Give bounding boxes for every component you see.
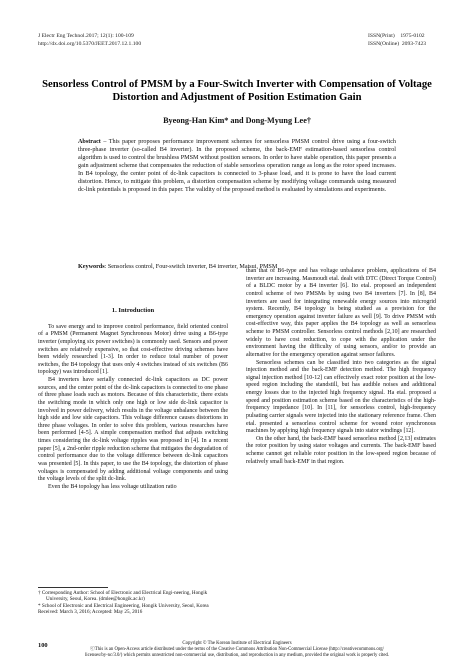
license-line: ⓒThis is an Open-Access article distributed under the terms of the Creative Commons Attribution Non-Commercial License (http://creativecommons.org/: [90, 647, 384, 652]
abstract-text: – This paper proposes performance improvement schemes for sensorless PMSM control drive using a four-switch three-phase inverter (so-called B4 inverter). In the proposed scheme, the back-EMF estimation-based sensorless control algorithm is used to control the brushless PMSM without position sensors. In order to have stable operation, this paper presents a gain adjustment scheme that compensates the reduction of stable sensorless operation range as long as the rotor speed increases. In B4 topology, the center point of dc-link capacitors is connected to 3-phase load, and it is prone to have the load current distortion. Hence, to mitigate this problem, a distortion compensation scheme by modifying voltage commands using measured dc-link potentials is proposed in this paper. The validity of the proposed method is evaluated by simulations and experiments.: [78, 139, 396, 194]
open-access-icon: ⓒ: [90, 647, 95, 652]
issn-online: ISSN(Online) 2093-7423: [368, 40, 427, 47]
footnote-corresponding-author: † Corresponding Author: School of Electronic and Electrical Engi-neering, Hongik University, Seoul, Korea. (dmlee@hongik.ac.kr): [38, 590, 208, 603]
doi-link[interactable]: http://dx.doi.org/10.5370/JEET.2017.12.1.100: [38, 40, 142, 47]
body-column-right: [246, 268, 436, 466]
running-header-left: [38, 33, 141, 48]
footnote-divider: [38, 587, 108, 588]
author-list: Byeong-Han Kim* and Dong-Myung Lee†: [163, 116, 311, 125]
body-paragraph: B4 inverters have serially connected dc-link capacitors as DC power sources, and the center point of the dc-link capacitors is connected to one phase of three phase loads such as motors. Because of this characteristic, there exists the switching mode in which only one high or low side dc-link capacitor is involved in power delivery, which results in the voltage unbalance between the high side and low side capacitors. This voltage difference causes distortions in three phase voltages. In order to solve this problem, various researches have been performed [4-5]. A simple compensation method that adjusts switching times considering the dc-link voltage ripples was proposed in [4]. In a recent paper [5], a 2nd-order ripple reduction scheme that mitigates the degradation of control performance due to the voltage difference between dc-link capacitors was presented [5]. In this paper, to use the B4 topology, the distortion of phase voltages is compensated by adding additional voltage components and using the voltage levels of the split dc-link.: [38, 377, 228, 483]
copyright-line: Copyright © The Korean Institute of Electrical Engineers: [182, 641, 292, 646]
abstract-label: Abstract: [78, 139, 101, 145]
received-accepted-dates: Received: March 3, 2016; Accepted: May 25, 2016: [38, 609, 143, 616]
page-number: 100: [38, 642, 48, 649]
issn-print: ISSN(Print) 1975-0102: [368, 33, 425, 39]
paper-title: Sensorless Control of PMSM by a Four-Switch Inverter with Compensation of Voltage Distortion and Adjustment of Position Estimation Gain: [42, 79, 432, 103]
copyright-notice: [40, 641, 434, 659]
footnotes: [38, 590, 228, 616]
body-paragraph: than that of B6-type and has voltage unbalance problem, applications of B4 inverter are increasing. Masmoudi etal. dealt with DTC (Direct Torque Control) of a BLDC motor by a B4 inverter [6]. Ito etal. proposed an independent control scheme of two PMSMs by using two B4 inverters [7]. In [8], B4 inverters are used for integrating renewable energy sources into microgrid system. Recently, B4 topology is being studied as a provision for the emergency operation against inverter failure as well [9]. To drive PMSM with cost-effective way, this paper applies the B4 topology as well as sensorless scheme to PMSM controller. Sensorless control methods [2,10] are researched widely to have cost reduction, to cope with the application under the environment having the difficulty of using sensors, and/or to provide an alternative for the emergency operation against sensor failures.: [246, 268, 436, 358]
body-paragraph: Sensorless schemes can be classified into two categories as the signal injection method and the back-EMF detection method. The high frequency signal injection method [10-12] can effectively exact rotor position at the low-speed region including the standstill, but has audible noises and additional energy losses due to the injected high frequency signal. Ha etal. proposed a speed and position estimation scheme based on the characteristics of the high-frequency impedance [10]. In [11], for sensorless control, high-frequency pulsating carrier signals were injected into the stationary reference frame. Chen etal. presented a sensorless control scheme for wound rotor synchronous machines by applying high frequency signals into stator windings [12].: [246, 359, 436, 435]
license-line: licenses/by-nc/3.0/) which permits unrestricted non-commercial use, distribution, and reproduction in any medium, provided the original work is properly cited.: [84, 653, 390, 658]
abstract: [78, 138, 396, 194]
running-header-right: [368, 33, 426, 48]
body-paragraph: On the other hand, the back-EMF based sensorless method [2,13] estimates the rotor position by using stator voltages and currents. The back-EMF based scheme cannot get reliable rotor position in the low-speed region because of relatively small back-EMF in that region.: [246, 435, 436, 465]
section-heading-introduction: 1. Introduction: [111, 307, 155, 314]
journal-citation: J Electr Eng Technol.2017; 12(1): 100-109: [38, 33, 134, 39]
keywords-label: Keywords: [78, 264, 105, 270]
keywords-text: : Sensorless control, Four-switch inverter, B4 inverter, Matsui, PMSM: [104, 264, 278, 270]
body-paragraph: Even the B4 topology has less voltage utilization ratio: [48, 483, 177, 490]
body-column-left: [38, 307, 228, 491]
body-paragraph: To save energy and to improve control performance, field oriented control of a PMSM (Permanent Magnet Synchronous Motor) drive using a B6-type inverter (employing six power switches) is commonly used. Sensors and power switches are relatively expensive, so that cost-effective driving schemes have been widely researched [1-3]. In order to reduce total number of power switches, the B4 topology that uses only 4 switches instead of six switches (B6 topology) was introduced [1].: [38, 323, 228, 376]
footnote-affiliation: * School of Electronic and Electrical Engineering, Hongik University, Seoul, Korea: [38, 602, 209, 609]
